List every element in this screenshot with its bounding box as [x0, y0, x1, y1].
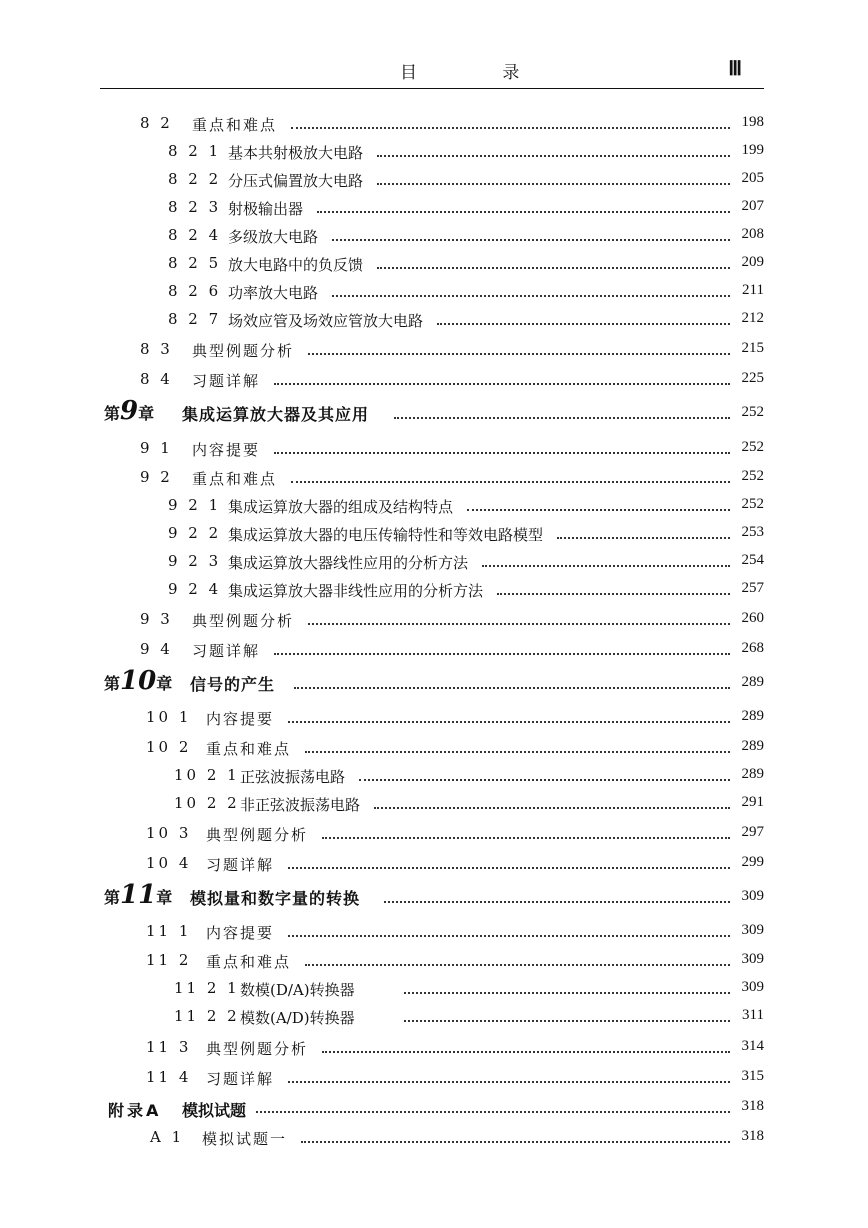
header-page-number: Ⅲ	[728, 58, 742, 80]
leader-dots	[274, 452, 730, 454]
page-number: 289	[741, 674, 764, 690]
toc-entry	[0, 1066, 868, 1092]
section-title: 内容提要	[192, 441, 261, 459]
leader-dots	[288, 721, 730, 723]
page-number: 297	[741, 824, 764, 840]
toc-entry	[0, 1036, 868, 1062]
section-title: 重点和难点	[206, 953, 292, 971]
page-number: 309	[741, 888, 764, 904]
section-number: 8 2 2	[168, 170, 222, 188]
section-title: 集成运算放大器线性应用的分析方法	[228, 554, 469, 572]
section-title: 射极输出器	[228, 200, 304, 218]
page-number: 289	[741, 738, 764, 754]
section-title: 内容提要	[206, 924, 275, 942]
section-title: 非正弦波振荡电路	[240, 796, 361, 814]
leader-dots	[404, 1020, 730, 1022]
header-title: 目 录	[400, 63, 560, 83]
section-number: 10 3	[146, 824, 192, 842]
toc-entry	[0, 764, 868, 790]
toc-entry	[0, 280, 868, 306]
page-number: 209	[741, 254, 764, 270]
toc-entry	[0, 920, 868, 946]
section-number: 9 2 3	[168, 552, 222, 570]
leader-dots	[437, 323, 730, 325]
toc-entry	[0, 1126, 868, 1152]
leader-dots	[404, 992, 730, 994]
section-title: 场效应管及场效应管放大电路	[228, 312, 424, 330]
leader-dots	[557, 537, 730, 539]
page-number: 252	[741, 468, 764, 484]
chapter-suffix: 章	[138, 404, 155, 423]
page-number: 252	[741, 404, 764, 420]
page-number: 211	[742, 282, 764, 298]
page-number: 212	[741, 310, 764, 326]
section-number: 11 2 2	[174, 1007, 240, 1025]
leader-dots	[482, 565, 730, 567]
section-title: 重点和难点	[192, 116, 278, 134]
section-number: 8 2 6	[168, 282, 222, 300]
leader-dots	[497, 593, 730, 595]
page-number: 291	[741, 794, 764, 810]
chapter-digit: 10	[120, 666, 157, 696]
toc-entry	[0, 396, 868, 428]
leader-dots	[305, 751, 730, 753]
toc-entry	[0, 168, 868, 194]
toc-entry	[0, 522, 868, 548]
section-title: 典型例题分析	[192, 342, 295, 360]
section-title: 重点和难点	[206, 740, 292, 758]
section-number: 9 2	[140, 468, 173, 486]
section-number: 9 2 4	[168, 580, 222, 598]
section-title: 习题详解	[192, 642, 261, 660]
section-title: 集成运算放大器非线性应用的分析方法	[228, 582, 484, 600]
leader-dots	[377, 183, 730, 185]
section-title: 内容提要	[206, 710, 275, 728]
toc-entry	[0, 466, 868, 492]
toc-entry	[0, 437, 868, 463]
chapter-prefix: 第	[104, 888, 121, 907]
section-title: 数模(D/A)转换器	[240, 981, 355, 999]
page-number: 309	[741, 951, 764, 967]
page-number: 253	[741, 524, 764, 540]
toc-entry	[0, 949, 868, 975]
section-number: 10 4	[146, 854, 192, 872]
leader-dots	[374, 807, 730, 809]
page-number: 318	[741, 1128, 764, 1144]
toc-entry	[0, 666, 868, 698]
leader-dots	[332, 239, 730, 241]
toc-entry	[0, 638, 868, 664]
chapter-digit: 11	[120, 880, 157, 910]
section-number: 8 2 3	[168, 198, 222, 216]
leader-dots	[332, 295, 730, 297]
section-number: 9 2 1	[168, 496, 222, 514]
section-title: 重点和难点	[192, 470, 278, 488]
chapter-number	[104, 396, 154, 426]
section-number: 11 3	[146, 1038, 192, 1056]
section-number: A 1	[150, 1128, 185, 1146]
chapter-digit: 9	[120, 396, 139, 426]
chapter-number	[104, 666, 172, 696]
section-number: 9 4	[140, 640, 173, 658]
page-number: 208	[741, 226, 764, 242]
section-title: 集成运算放大器的组成及结构特点	[228, 498, 454, 516]
page-number: 318	[741, 1098, 764, 1114]
section-number: 8 2	[140, 114, 173, 132]
toc-entry	[0, 308, 868, 334]
page-number: 205	[741, 170, 764, 186]
leader-dots	[322, 837, 730, 839]
leader-dots	[308, 623, 730, 625]
toc-entry	[0, 1096, 868, 1122]
leader-dots	[291, 481, 730, 483]
page-number: 254	[741, 552, 764, 568]
chapter-title: 信号的产生	[190, 675, 276, 694]
toc-entry	[0, 1005, 868, 1031]
page-number: 252	[741, 439, 764, 455]
page-number: 260	[741, 610, 764, 626]
section-title: 习题详解	[192, 372, 261, 390]
page-number: 311	[742, 1007, 764, 1023]
leader-dots	[256, 1111, 730, 1113]
leader-dots	[394, 417, 730, 419]
section-number: 8 3	[140, 340, 173, 358]
page-number: 314	[741, 1038, 764, 1054]
page-number: 268	[741, 640, 764, 656]
toc-entry	[0, 196, 868, 222]
section-title: 典型例题分析	[206, 1040, 309, 1058]
leader-dots	[384, 901, 730, 903]
toc-entry	[0, 112, 868, 138]
section-number: 11 1	[146, 922, 192, 940]
toc-entry	[0, 706, 868, 732]
toc-entry	[0, 608, 868, 634]
section-number: 8 4	[140, 370, 173, 388]
toc-entry	[0, 368, 868, 394]
page-number: 299	[741, 854, 764, 870]
section-number: 9 2 2	[168, 524, 222, 542]
chapter-prefix: 第	[104, 404, 121, 423]
section-number: 8 2 7	[168, 310, 222, 328]
page-number: 199	[741, 142, 764, 158]
page-number: 289	[741, 708, 764, 724]
chapter-title: 模拟量和数字量的转换	[190, 889, 361, 908]
page-number: 309	[741, 979, 764, 995]
leader-dots	[301, 1141, 730, 1143]
section-number: 9 1	[140, 439, 173, 457]
page-number: 289	[741, 766, 764, 782]
chapter-suffix: 章	[156, 888, 173, 907]
toc-entry	[0, 140, 868, 166]
toc-entry	[0, 338, 868, 364]
leader-dots	[317, 211, 730, 213]
section-title: 多级放大电路	[228, 228, 319, 246]
toc-entry	[0, 822, 868, 848]
section-title: 放大电路中的负反馈	[228, 256, 364, 274]
leader-dots	[377, 155, 730, 157]
section-number: 8 2 4	[168, 226, 222, 244]
section-number: 11 2 1	[174, 979, 240, 997]
leader-dots	[322, 1051, 730, 1053]
page-number: 315	[741, 1068, 764, 1084]
section-number: 10 2 2	[174, 794, 240, 812]
section-title: 模拟试题	[182, 1101, 247, 1120]
section-title: 模数(A/D)转换器	[240, 1009, 355, 1027]
leader-dots	[308, 353, 730, 355]
page-number: 257	[741, 580, 764, 596]
toc-entry	[0, 852, 868, 878]
leader-dots	[377, 267, 730, 269]
leader-dots	[274, 653, 730, 655]
page-number: 309	[741, 922, 764, 938]
toc-entry	[0, 578, 868, 604]
page-number: 252	[741, 496, 764, 512]
toc-entry	[0, 494, 868, 520]
page-number: 198	[741, 114, 764, 130]
section-number: 10 2	[146, 738, 192, 756]
toc-entry	[0, 792, 868, 818]
section-title: 正弦波振荡电路	[240, 768, 346, 786]
toc-entry	[0, 252, 868, 278]
section-title: 习题详解	[206, 856, 275, 874]
section-title: 典型例题分析	[192, 612, 295, 630]
section-number: 8 2 5	[168, 254, 222, 272]
leader-dots	[288, 935, 730, 937]
leader-dots	[274, 383, 730, 385]
section-title: 习题详解	[206, 1070, 275, 1088]
page-number: 207	[741, 198, 764, 214]
chapter-number	[104, 880, 172, 910]
leader-dots	[305, 964, 730, 966]
section-number: 11 4	[146, 1068, 192, 1086]
leader-dots	[359, 779, 730, 781]
toc-entry	[0, 880, 868, 912]
toc-entry	[0, 550, 868, 576]
page-number: 225	[741, 370, 764, 386]
leader-dots	[288, 867, 730, 869]
section-number: 11 2	[146, 951, 192, 969]
section-number: 8 2 1	[168, 142, 222, 160]
section-title: 分压式偏置放大电路	[228, 172, 364, 190]
section-number: 10 1	[146, 708, 192, 726]
toc-entry	[0, 977, 868, 1003]
leader-dots	[291, 127, 730, 129]
toc-entry	[0, 736, 868, 762]
leader-dots	[288, 1081, 730, 1083]
leader-dots	[467, 509, 730, 511]
section-number: 附录A	[108, 1101, 162, 1120]
section-title: 基本共射极放大电路	[228, 144, 364, 162]
section-title: 模拟试题一	[202, 1130, 288, 1148]
section-title: 功率放大电路	[228, 284, 319, 302]
chapter-prefix: 第	[104, 674, 121, 693]
section-title: 集成运算放大器的电压传输特性和等效电路模型	[228, 526, 544, 544]
section-number: 9 3	[140, 610, 173, 628]
section-number: 10 2 1	[174, 766, 240, 784]
section-title: 典型例题分析	[206, 826, 309, 844]
chapter-suffix: 章	[156, 674, 173, 693]
toc-entry	[0, 224, 868, 250]
page-number: 215	[741, 340, 764, 356]
chapter-title: 集成运算放大器及其应用	[182, 405, 370, 424]
leader-dots	[294, 687, 730, 689]
